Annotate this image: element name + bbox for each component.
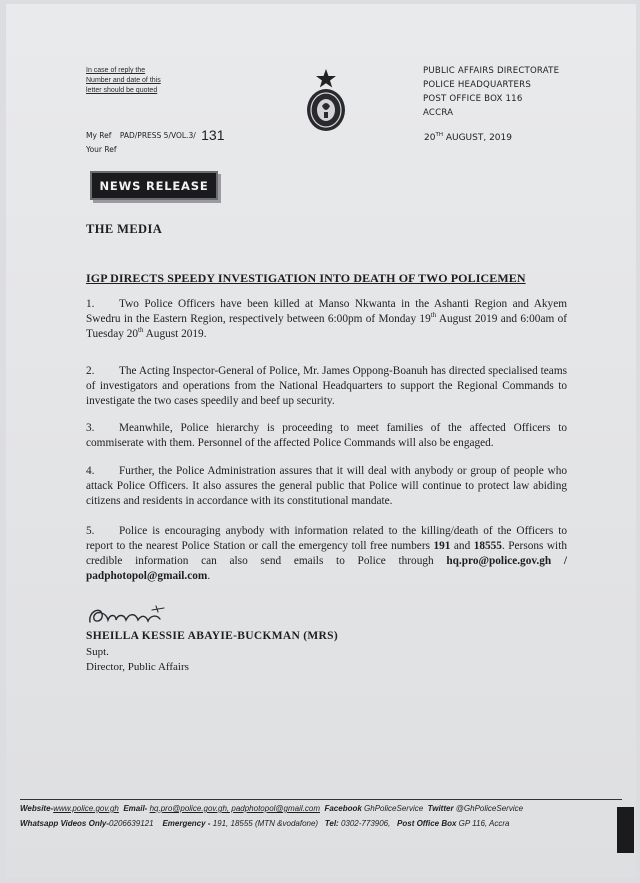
letter-date <box>424 132 512 143</box>
paragraph-text: August 2019. <box>143 328 207 340</box>
date-suffix: TH <box>435 132 443 138</box>
pobox-label: Post Office Box <box>397 819 457 828</box>
ghana-police-crest-icon <box>298 68 354 134</box>
email-link[interactable]: hq.pro@police.gov.gh, padphotopol@gmail.com <box>149 804 320 813</box>
my-ref-handwritten-number: 131 <box>201 127 225 143</box>
paragraph-3 <box>86 421 567 451</box>
website-label: Website- <box>20 804 54 813</box>
my-ref-label: My Ref <box>86 131 112 140</box>
reply-instruction-note <box>86 66 186 96</box>
paragraph-4 <box>86 464 567 509</box>
twitter-label: Twitter <box>427 804 454 813</box>
website-link[interactable]: www.police.gov.gh <box>53 804 119 813</box>
facebook-handle: GhPoliceService <box>364 804 424 813</box>
signature-icon <box>86 602 176 630</box>
ordinal-suffix: th <box>138 326 144 335</box>
case-note-line-3: letter should be quoted <box>86 87 158 94</box>
paragraph-text: Meanwhile, Police hierarchy is proceeding to meet families of the affected Officers to commiserate with them. Personnel of the affected Police Commands will also be engaged. <box>86 422 567 449</box>
paragraph-text: . Persons with credible information can also send emails to Police through <box>86 540 567 567</box>
address-line-1: PUBLIC AFFAIRS DIRECTORATE <box>423 66 560 76</box>
paragraph-text: Police is encouraging anybody with information related to the killing/death of the Officers to report to the nearest Police Station or call the emergency toll free numbers <box>86 525 567 552</box>
paragraph-text: and <box>450 540 474 552</box>
paragraph-number: 4. <box>86 465 95 477</box>
news-release-badge <box>90 171 218 200</box>
paragraph-2 <box>86 364 567 409</box>
tel-number: 0302-773906, <box>340 819 391 828</box>
paragraph-text: Further, the Police Administration assures that it will deal with anybody or group of people who attack Police Officers. It also assures the general public that Police will continue to protect law abiding citizens and residents in accordance with its constitutional mandate. <box>86 465 567 507</box>
recipient-heading: THE MEDIA <box>86 222 163 236</box>
paragraph-text: Two Police Officers have been killed at Manso Nkwanta in the Ashanti Region and Akyem Swedru in the Eastern Region, respectively between 6:00pm of Monday 19 <box>86 298 567 325</box>
footer-line-2 <box>20 819 510 828</box>
letter-page <box>6 4 636 878</box>
signatory-role: Director, Public Affairs <box>86 661 189 673</box>
contact-emails: hq.pro@police.gov.gh / padphotopol@gmail.com <box>86 555 567 582</box>
footer-line-1 <box>20 804 523 813</box>
address-line-2: POLICE HEADQUARTERS <box>423 80 532 90</box>
your-reference <box>86 145 117 154</box>
whatsapp-label: Whatsapp Videos Only- <box>20 819 110 828</box>
paragraph-text: August 2019 and 6:00am of Tuesday 20 <box>86 313 567 340</box>
case-note-line-1: In case of reply the <box>86 67 146 74</box>
toll-free-number: 18555 <box>473 540 502 552</box>
directorate-address <box>423 64 559 120</box>
emergency-numbers: 191, 18555 (MTN &vodafone) <box>212 819 319 828</box>
date-month-year: AUGUST, 2019 <box>445 133 512 143</box>
paragraph-text: The Acting Inspector-General of Police, Mr. James Oppong-Boanuh has directed specialised teams of investigators and operations from the National Headquarters to support the Regional Commands to investigate the two cases speedily and beef up security. <box>86 365 567 407</box>
emergency-label: Emergency - <box>162 819 211 828</box>
footer-divider <box>20 799 622 800</box>
tel-label: Tel: <box>324 819 339 828</box>
case-note-line-2: Number and date of this <box>86 77 161 84</box>
whatsapp-number: 0206639121 <box>109 819 154 828</box>
paragraph-number: 2. <box>86 365 95 377</box>
my-reference <box>86 125 225 141</box>
paragraph-1 <box>86 297 567 342</box>
paragraph-text: . <box>207 570 211 582</box>
paragraph-number: 1. <box>86 298 95 310</box>
paragraph-number: 5. <box>86 525 95 537</box>
ordinal-suffix: th <box>430 311 437 320</box>
paragraph-number: 3. <box>86 422 95 434</box>
date-day: 20 <box>424 133 436 143</box>
toll-free-number: 191 <box>433 540 451 552</box>
address-line-3: POST OFFICE BOX 116 <box>423 94 523 104</box>
twitter-handle: @GhPoliceService <box>455 804 524 813</box>
facebook-label: Facebook <box>324 804 362 813</box>
paragraph-5 <box>86 524 567 584</box>
email-label: Email- <box>123 804 148 813</box>
your-ref-label: Your Ref <box>86 145 117 154</box>
news-release-label: NEWS RELEASE <box>99 178 209 193</box>
press-headline: IGP DIRECTS SPEEDY INVESTIGATION INTO DEATH OF TWO POLICEMEN <box>86 271 526 285</box>
address-line-4: ACCRA <box>423 108 454 118</box>
my-ref-value: PAD/PRESS 5/VOL.3/ <box>119 131 196 140</box>
signatory-rank: Supt. <box>86 646 109 658</box>
footer-dark-block <box>617 807 634 853</box>
pobox-value: GP 116, Accra <box>458 819 510 828</box>
signatory-name: SHEILLA KESSIE ABAYIE-BUCKMAN (MRS) <box>86 630 338 642</box>
